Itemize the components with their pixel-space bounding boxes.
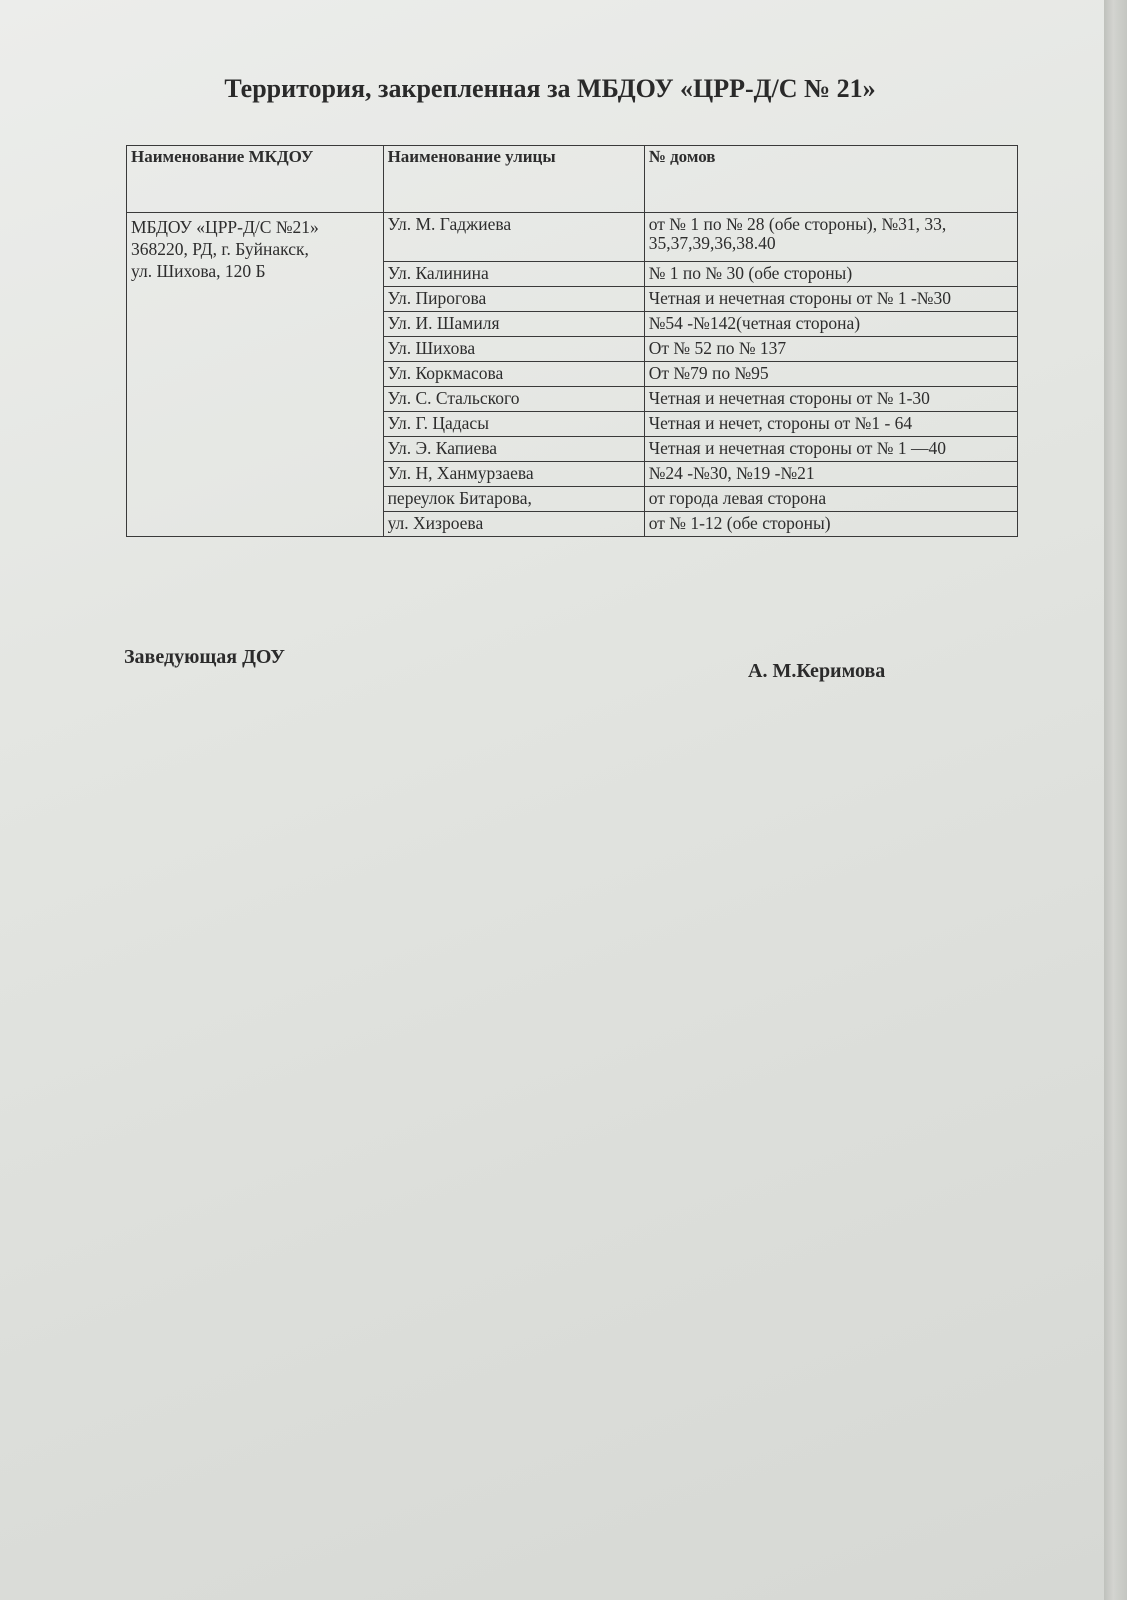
street-cell: Ул. Шихова (383, 337, 644, 362)
houses-cell: №24 -№30, №19 -№21 (644, 462, 1017, 487)
organization-name: МБДОУ «ЦРР-Д/С №21» (131, 217, 319, 237)
organization-address-line1: 368220, РД, г. Буйнакск, (131, 238, 309, 259)
street-cell: Ул. С. Стальского (383, 387, 644, 412)
street-cell: Ул. М. Гаджиева (383, 213, 644, 262)
table-header-row (127, 146, 1018, 213)
street-cell: Ул. И. Шамиля (383, 312, 644, 337)
background-surface (1104, 0, 1127, 1600)
houses-cell: от № 1 по № 28 (обе стороны), №31, 33, 35,37,39,36,38.40 (644, 213, 1017, 262)
houses-cell: От №79 по №95 (644, 362, 1017, 387)
document-title: Территория, закрепленная за МБДОУ «ЦРР-Д/С № 21» (224, 74, 876, 103)
houses-cell: № 1 по № 30 (обе стороны) (644, 262, 1017, 287)
street-cell: Ул. Э. Капиева (383, 437, 644, 462)
houses-cell: №54 -№142(четная сторона) (644, 312, 1017, 337)
street-cell: ул. Хизроева (383, 512, 644, 537)
street-cell: переулок Битарова, (383, 487, 644, 512)
table-row (127, 213, 1018, 262)
header-organization: Наименование МКДОУ (127, 146, 384, 213)
houses-cell: Четная и нечет, стороны от №1 - 64 (644, 412, 1017, 437)
houses-cell: от города левая сторона (644, 487, 1017, 512)
street-cell: Ул. Г. Цадасы (383, 412, 644, 437)
houses-cell: Четная и нечетная стороны от № 1 -№30 (644, 287, 1017, 312)
street-cell: Ул. Пирогова (383, 287, 644, 312)
header-street: Наименование улицы (383, 146, 644, 213)
houses-cell: От № 52 по № 137 (644, 337, 1017, 362)
houses-cell: Четная и нечетная стороны от № 1 —40 (644, 437, 1017, 462)
organization-address-line2: ул. Шихова, 120 Б (131, 260, 266, 281)
header-houses: № домов (644, 146, 1017, 213)
street-cell: Ул. Коркмасова (383, 362, 644, 387)
street-cell: Ул. Калинина (383, 262, 644, 287)
territory-table (126, 145, 1018, 537)
signature-name: А. М.Керимова (748, 660, 886, 682)
houses-cell: от № 1-12 (обе стороны) (644, 512, 1017, 537)
houses-cell: Четная и нечетная стороны от № 1-30 (644, 387, 1017, 412)
street-cell: Ул. Н, Ханмурзаева (383, 462, 644, 487)
signature-position: Заведующая ДОУ (124, 646, 285, 668)
organization-cell (127, 213, 384, 537)
